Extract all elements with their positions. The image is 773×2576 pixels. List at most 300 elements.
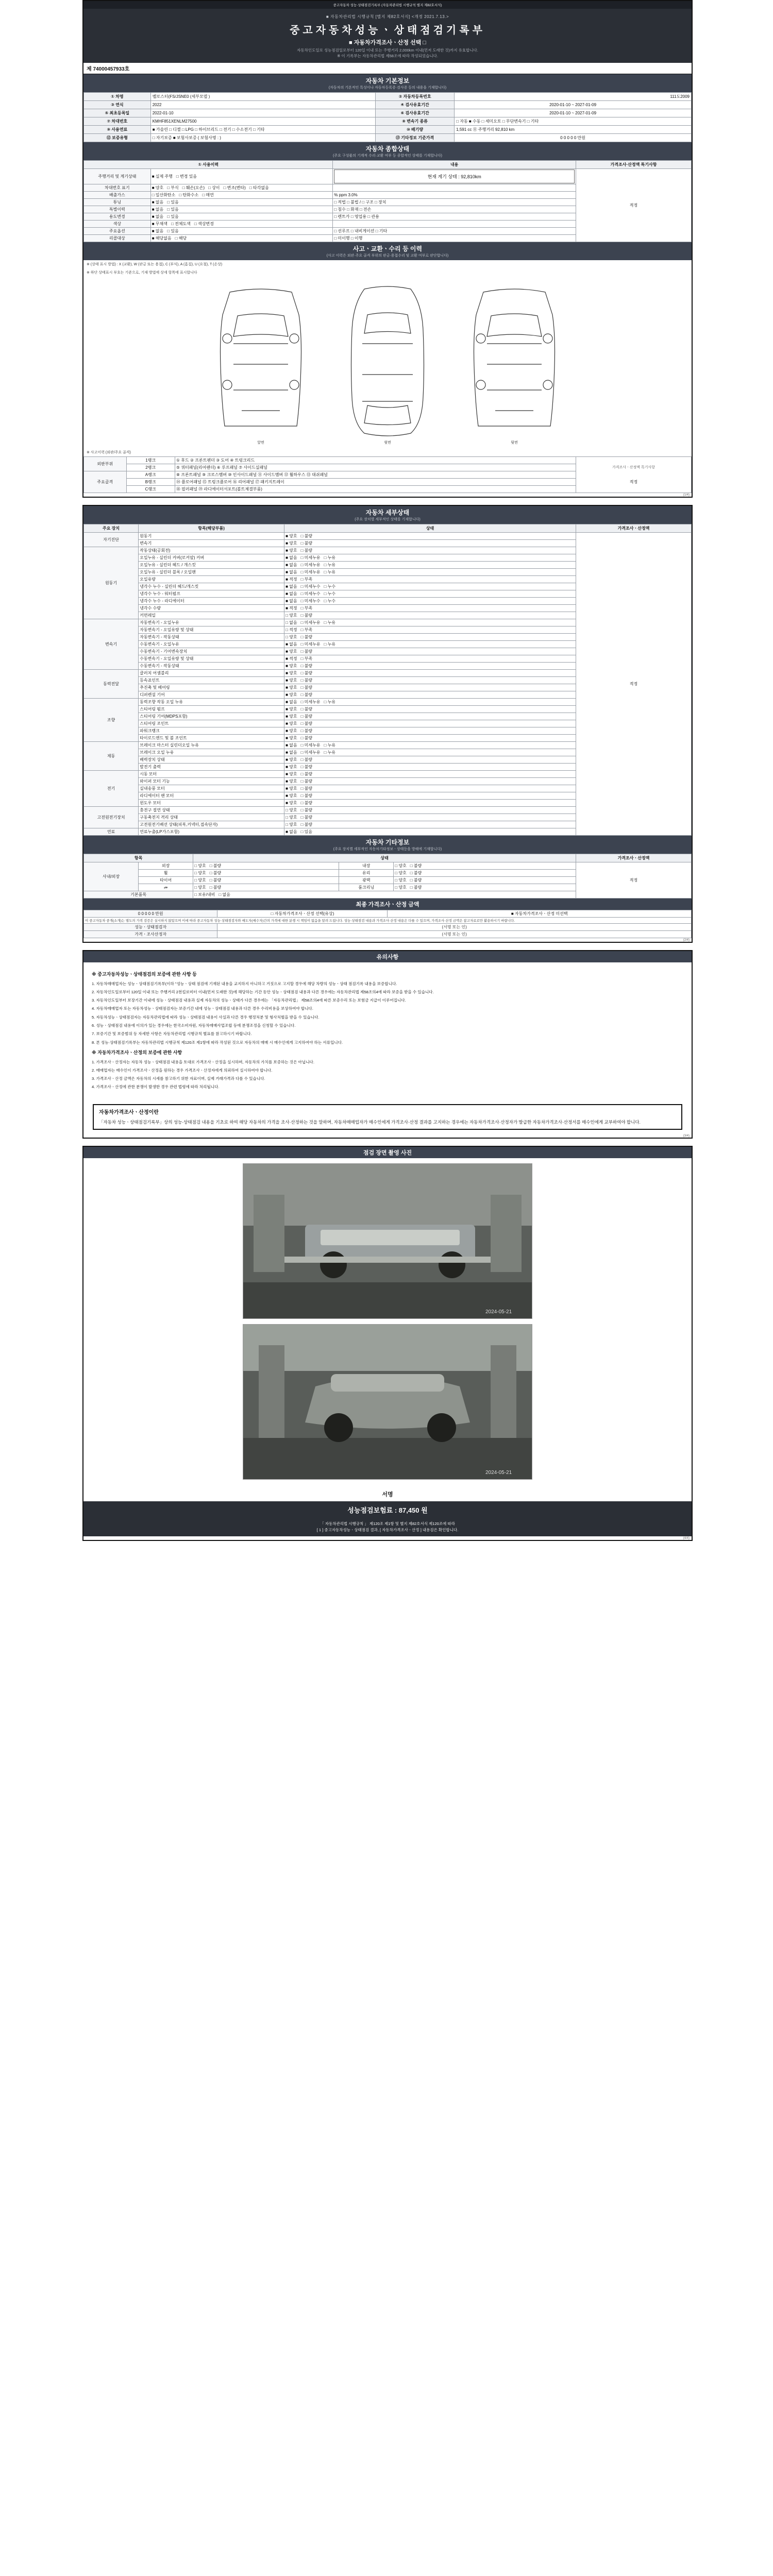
option-checkbox[interactable]: ■ 없음 <box>285 642 297 647</box>
option-checkbox[interactable]: □ 타각없음 <box>249 185 269 190</box>
overall-key-4: 특별이력 <box>84 206 151 213</box>
detail-item-options[interactable] <box>284 533 576 540</box>
other-group-label: 사내/외장 <box>84 862 139 891</box>
other-opts2-3[interactable] <box>394 884 576 891</box>
overall-opts-5[interactable] <box>150 213 333 221</box>
option-checkbox[interactable]: □ 있음 <box>167 229 179 233</box>
option-checkbox[interactable]: □ 불량 <box>300 721 313 726</box>
detail-item-options[interactable] <box>284 691 576 699</box>
option-checkbox[interactable]: ■ 양호 <box>285 548 297 553</box>
overall-memo-4: □ 침수 □ 화재 □ 전손 <box>333 206 576 213</box>
option-checkbox[interactable]: □ 불량 <box>410 878 422 883</box>
detail-item-label: 브레이크 마스터 실린더오일 누유 <box>139 742 284 749</box>
option-checkbox[interactable]: ■ 양호 <box>285 772 297 776</box>
detail-item-options[interactable] <box>284 598 576 605</box>
option-checkbox[interactable]: □ 불량 <box>300 736 313 740</box>
detail-item-label: 수동변속기 - 오일유량 및 상태 <box>139 655 284 663</box>
option-checkbox[interactable]: □ 누유 <box>324 642 336 647</box>
section-other-title: 자동차 기타정보 <box>365 839 410 846</box>
detail-item-label: 냉각수 누수 - 라디에이터 <box>139 598 284 605</box>
table-row <box>84 533 692 540</box>
detail-item-options[interactable] <box>284 626 576 634</box>
option-checkbox[interactable]: ■ 양호 <box>285 721 297 726</box>
option-checkbox[interactable]: ■ 무채색 <box>152 222 167 226</box>
option-checkbox[interactable]: □ 미세누수 <box>300 584 321 589</box>
detail-item-options[interactable] <box>284 814 576 821</box>
overall-opts-7[interactable] <box>150 228 333 235</box>
parts-list-4: ⑱ 필러패널 ⑲ 라디에이터서포트(볼트체결부품) <box>175 486 576 493</box>
option-checkbox[interactable]: □ 불량 <box>300 808 313 812</box>
detail-item-options[interactable] <box>284 554 576 562</box>
detail-item-options[interactable] <box>284 619 576 626</box>
other-right-note: 적정 <box>576 862 691 899</box>
option-checkbox[interactable]: ■ 해당없음 <box>152 236 172 241</box>
other-opts2-0[interactable] <box>394 862 576 870</box>
option-checkbox[interactable]: □ 양호 <box>194 871 206 875</box>
basic-label-11: ⑫ 보증유형 <box>84 134 151 142</box>
accident-right-value: 적정 <box>629 480 638 484</box>
option-checkbox[interactable]: ■ 없음 <box>152 214 164 219</box>
option-checkbox[interactable]: □ 불량 <box>300 635 313 639</box>
option-checkbox[interactable]: ■ 양호 <box>285 765 297 769</box>
basic-label-2: ② 자동차등록번호 <box>375 93 454 101</box>
option-checkbox[interactable]: □ 부족 <box>300 656 313 661</box>
option-checkbox[interactable]: □ 미세누유 <box>300 555 321 560</box>
option-checkbox[interactable]: □ 누유 <box>324 620 336 625</box>
detail-item-options[interactable] <box>284 655 576 663</box>
option-checkbox[interactable]: ■ 양호 <box>285 671 297 675</box>
option-checkbox[interactable]: □ 부족 <box>300 577 313 582</box>
caution-item-2: 3. 가격조사ㆍ산정 금액은 자동차의 시세를 참고하기 위한 자료이며, 실제 거래가격과 다를 수 있습니다. <box>92 1076 265 1081</box>
overall-col-1: ① 사용이력 <box>84 161 333 169</box>
page-subtitle: ■ 자동차가격조사ㆍ산정 선택 □ <box>349 40 426 46</box>
option-checkbox[interactable]: □ 미세누유 <box>300 750 321 755</box>
overall-opts-3[interactable] <box>150 199 333 206</box>
detail-item-label: 윈도우 모터 <box>139 800 284 807</box>
option-checkbox[interactable]: □ 매연 <box>202 193 214 197</box>
option-checkbox[interactable]: □ 불량 <box>300 664 313 668</box>
option-checkbox[interactable]: ■ 양호 <box>285 757 297 762</box>
option-checkbox[interactable]: □ 상이 <box>208 185 220 190</box>
detail-item-options[interactable] <box>284 569 576 576</box>
basic-label-7: ⑦ 차대번호 <box>84 117 151 126</box>
overall-opts-0[interactable] <box>150 169 333 184</box>
detail-item-options[interactable] <box>284 605 576 612</box>
detail-group-label: 연료 <box>84 828 139 836</box>
option-checkbox[interactable]: ■ 적정 <box>285 656 297 661</box>
option-checkbox[interactable]: □ 불량 <box>300 728 313 733</box>
parts-rank-0: 1랭크 <box>126 457 175 464</box>
option-checkbox[interactable]: □ 부족 <box>300 628 313 632</box>
section-photos-bar: 점검 장면 촬영 사진 <box>83 1147 692 1158</box>
section-other-sub: (주요 장치별 세부적인 자동차기타정보ㆍ상태등을 방해에 기재합니다) <box>333 848 442 851</box>
overall-key-1: 차대번호 표기 <box>84 184 151 192</box>
detail-item-options[interactable] <box>284 641 576 648</box>
option-checkbox[interactable]: □ 훼손(오손) <box>182 185 205 190</box>
table-detail-state <box>83 524 692 836</box>
detail-item-options[interactable] <box>284 720 576 727</box>
detail-item-options[interactable] <box>284 583 576 590</box>
option-checkbox[interactable]: □ 미세누수 <box>300 599 321 603</box>
detail-item-options[interactable] <box>284 756 576 764</box>
option-checkbox[interactable]: □ 양호 <box>395 863 407 868</box>
detail-item-options[interactable] <box>284 670 576 677</box>
option-checkbox[interactable]: □ 누유 <box>324 570 336 574</box>
overall-key-5: 용도변경 <box>84 213 151 221</box>
detail-item-label: 자동변속기 - 오일유량 및 상태 <box>139 626 284 634</box>
topbar: 중고자동차 성능·상태점검기록부 (자동차관리법 시행규칙 별지 제82호서식) <box>83 1 692 9</box>
table-other-info <box>83 854 692 899</box>
table-accident-parts <box>83 456 692 493</box>
option-checkbox[interactable]: □ 불량 <box>300 692 313 697</box>
signer-sig-1[interactable]: (서명 또는 인) <box>217 924 692 931</box>
option-checkbox[interactable]: □ 불량 <box>300 649 313 654</box>
option-checkbox[interactable]: □ 있음 <box>167 200 179 205</box>
detail-item-options[interactable] <box>284 612 576 619</box>
option-checkbox[interactable]: □ 미세누유 <box>300 700 321 704</box>
basic-label-10: ⑩ 배기량 <box>375 126 454 134</box>
option-checkbox[interactable]: □ 양호 <box>285 808 297 812</box>
option-checkbox[interactable]: □ 양호 <box>395 885 407 890</box>
detail-item-options[interactable] <box>284 684 576 691</box>
detail-item-options[interactable] <box>284 785 576 792</box>
option-checkbox[interactable]: □ 미세누유 <box>300 642 321 647</box>
section-accident-title: 사고ㆍ교환ㆍ수리 등 이력 <box>352 245 423 252</box>
svg-text:2024-05-21: 2024-05-21 <box>485 1309 512 1315</box>
detail-item-label: 배력장치 상태 <box>139 756 284 764</box>
detail-item-options[interactable] <box>284 706 576 713</box>
option-checkbox[interactable]: □ 불량 <box>300 685 313 690</box>
detail-item-label: 충전구 절연 상태 <box>139 807 284 814</box>
option-checkbox[interactable]: □ 양호 <box>285 822 297 827</box>
detail-item-options[interactable] <box>284 727 576 735</box>
detail-item-options[interactable] <box>284 699 576 706</box>
option-checkbox[interactable]: ■ 없음 <box>285 570 297 574</box>
option-checkbox[interactable]: □ 불량 <box>209 878 222 883</box>
basic-value-6: 2020-01-10 ~ 2027-01-09 <box>455 109 692 117</box>
option-checkbox[interactable]: □ 불량 <box>300 786 313 791</box>
option-checkbox[interactable]: □ 있음 <box>300 829 313 834</box>
detail-item-label: 등속죠인트 <box>139 677 284 684</box>
car-diagram-row <box>83 280 692 447</box>
parts-rank-3: B랭크 <box>126 479 175 486</box>
overall-key-7: 주요옵션 <box>84 228 151 235</box>
detail-item-options[interactable] <box>284 540 576 547</box>
overall-opts-2[interactable] <box>150 192 333 199</box>
detail-item-options[interactable] <box>284 713 576 720</box>
option-checkbox[interactable]: ■ 없음 <box>285 700 297 704</box>
detail-item-label: 시동 모터 <box>139 771 284 778</box>
detail-item-label: 오일누유 - 실린더 커버(로커암) 커버 <box>139 554 284 562</box>
option-checkbox[interactable]: □ 양호 <box>395 871 407 875</box>
other-opts-3[interactable] <box>193 884 339 891</box>
option-checkbox[interactable]: □ 미세누유 <box>300 563 321 567</box>
inspection-photo-2 <box>243 1324 532 1480</box>
option-checkbox[interactable]: □ 양호 <box>285 613 297 618</box>
option-checkbox[interactable]: □ 불량 <box>410 885 422 890</box>
caution-item: 5. 자동차성능ㆍ상태점검자는 자동차관리법에 따라 성능ㆍ상태점검 내용이 사실과 다른 경우 행정처분 및 형사처벌을 받을 수 있습니다. <box>92 1014 320 1020</box>
detail-item-options[interactable] <box>284 677 576 684</box>
option-checkbox[interactable]: □ 전체도색 <box>171 222 191 226</box>
option-checkbox[interactable]: □ 탄화수소 <box>179 193 199 197</box>
overall-opts-1[interactable] <box>150 184 333 192</box>
option-checkbox[interactable]: □ 불량 <box>209 863 222 868</box>
option-checkbox[interactable]: ■ 양호 <box>285 736 297 740</box>
other-opts-0[interactable] <box>193 862 339 870</box>
detail-group-label: 전기 <box>84 771 139 807</box>
option-checkbox[interactable]: □ 불량 <box>410 871 422 875</box>
overall-memo-3: □ 적법 □ 불법 / □ 구조 □ 장치 <box>333 199 576 206</box>
option-checkbox[interactable]: □ 양호 <box>194 863 206 868</box>
option-checkbox[interactable]: ■ 양호 <box>285 678 297 683</box>
option-checkbox[interactable]: □ 부식 <box>167 185 179 190</box>
other-key-3: መ <box>139 884 193 891</box>
option-checkbox[interactable]: ■ 실제 주행 <box>152 174 173 179</box>
accident-sub-title: ※ 사고이력 (외판/주요 골격) <box>87 451 131 454</box>
basic-label-5: ⑤ 최초등록일 <box>84 109 151 117</box>
detail-item-options[interactable] <box>284 634 576 641</box>
caution-item-2: 1. 가격조사ㆍ산정자는 자동차 성능ㆍ상태점검 내용을 토대로 가격조사ㆍ산정을 실시하며, 자동차의 가치를 보증하는 것은 아닙니다. <box>92 1059 314 1064</box>
option-checkbox[interactable]: □ 불량 <box>300 765 313 769</box>
option-checkbox[interactable]: ■ 양호 <box>285 685 297 690</box>
option-checkbox[interactable]: □ 불량 <box>300 801 313 805</box>
option-checkbox[interactable]: ■ 양호 <box>285 664 297 668</box>
price-opt-2[interactable]: ■ 자동차가격조사ㆍ산정 미선택 <box>388 910 692 918</box>
parts-rank-4: C랭크 <box>126 486 175 493</box>
option-checkbox[interactable]: ■ 없음 <box>152 207 164 212</box>
option-checkbox[interactable]: □ 양호 <box>194 878 206 883</box>
option-checkbox[interactable]: ■ 양호 <box>285 728 297 733</box>
option-checkbox[interactable]: □ 색상변경 <box>194 222 214 226</box>
detail-item-options[interactable] <box>284 663 576 670</box>
option-checkbox[interactable]: ■ 없음 <box>285 555 297 560</box>
photo-1-graphic <box>243 1164 532 1318</box>
option-checkbox[interactable]: □ 누유 <box>324 750 336 755</box>
option-checkbox[interactable]: □ 불량 <box>300 548 313 553</box>
other-basic-opts[interactable] <box>193 891 576 899</box>
detail-item-options[interactable] <box>284 562 576 569</box>
option-checkbox[interactable]: ■ 없음 <box>285 563 297 567</box>
option-checkbox[interactable]: □ 누수 <box>324 599 336 603</box>
parts-group-0: 외판부위 <box>84 457 127 471</box>
block-page4 <box>82 1146 693 1541</box>
parts-list-0: ① 후드 ② 프론트펜더 ③ 도어 ④ 트렁크리드 <box>175 457 576 464</box>
option-checkbox[interactable]: ■ 없음 <box>285 750 297 755</box>
option-checkbox[interactable]: ■ 양호 <box>285 541 297 546</box>
page-tag-1: (1/4) <box>683 494 690 497</box>
option-checkbox[interactable]: ■ 양호 <box>285 793 297 798</box>
overall-memo-1 <box>333 184 576 192</box>
option-checkbox[interactable]: □ 없음 <box>285 620 297 625</box>
cautions-heading-1: ※ 중고자동차성능ㆍ상태점검의 보증에 관한 사항 등 <box>92 972 197 977</box>
table-row <box>84 457 692 464</box>
detail-item-options[interactable] <box>284 576 576 583</box>
detail-item-options[interactable] <box>284 547 576 554</box>
option-checkbox[interactable]: □ 미세누유 <box>300 620 321 625</box>
table-row <box>84 134 692 142</box>
option-checkbox[interactable]: □ 변조(변타) <box>223 185 246 190</box>
option-checkbox[interactable]: □ 불량 <box>209 885 222 890</box>
option-checkbox[interactable]: □ 불량 <box>300 779 313 784</box>
caution-item: 4. 자동차매매업자 또는 자동차성능ㆍ상태점검자는 보증기간 내에 성능ㆍ상태점검 내용과 다른 경우 수리비용을 보상하여야 합니다. <box>92 1006 313 1011</box>
detail-group-label: 자기진단 <box>84 533 139 547</box>
option-checkbox[interactable]: □ 변경 있음 <box>176 174 197 179</box>
signer-sig-2[interactable]: (서명 또는 인) <box>217 931 692 938</box>
option-checkbox[interactable]: ■ 양호 <box>285 649 297 654</box>
page-tag-2: (2/4) <box>683 939 690 942</box>
other-basic-label: 기본품목 <box>84 891 193 899</box>
option-checkbox[interactable]: ■ 양호 <box>285 714 297 719</box>
other-opts2-1[interactable] <box>394 870 576 877</box>
option-checkbox[interactable]: □ 불량 <box>209 871 222 875</box>
other-opts-2[interactable] <box>193 877 339 884</box>
option-checkbox[interactable]: □ 불량 <box>300 707 313 711</box>
detail-item-label: 자동변속기 - 오일누유 <box>139 619 284 626</box>
basic-value-10: 1,591 cc ⑪ 주행거리 92,810 km <box>455 126 692 134</box>
detail-item-label: 자동변속기 - 작동상태 <box>139 634 284 641</box>
detail-item-options[interactable] <box>284 778 576 785</box>
option-checkbox[interactable]: □ 있음 <box>167 207 179 212</box>
overall-opts-6[interactable] <box>150 221 333 228</box>
detail-item-options[interactable] <box>284 771 576 778</box>
option-checkbox[interactable]: ■ 적정 <box>285 577 297 582</box>
detail-item-options[interactable] <box>284 764 576 771</box>
option-checkbox[interactable]: □ 불량 <box>300 815 313 820</box>
definition-box <box>93 1104 682 1130</box>
header-desc-1: 자동차인도일로 성능점검일로부터 120일 이내 또는 주행거리 2,000km 이내(먼저 도래한 것)까지 유효합니다. <box>297 48 478 53</box>
block-page1 <box>82 0 693 498</box>
caution-item-2: 2. 매매업자는 매수인이 가격조사ㆍ산정을 원하는 경우 가격조사ㆍ산정자에게 의뢰하여 실시하여야 합니다. <box>92 1067 273 1073</box>
other-opts-1[interactable] <box>193 870 339 877</box>
option-checkbox[interactable]: ■ 적정 <box>285 606 297 611</box>
option-checkbox[interactable]: ■ 양호 <box>285 779 297 784</box>
section-cautions-bar: 유의사항 <box>83 951 692 962</box>
option-checkbox[interactable]: □ 일산화탄소 <box>152 193 176 197</box>
detail-item-label: 수동변속기 - 기어변속장치 <box>139 648 284 655</box>
option-checkbox[interactable]: □ 불량 <box>300 757 313 762</box>
option-checkbox[interactable]: ■ 양호 <box>285 534 297 538</box>
option-checkbox[interactable]: ■ 없음 <box>152 229 164 233</box>
cautions-body <box>83 962 692 1100</box>
detail-item-options[interactable] <box>284 800 576 807</box>
option-checkbox[interactable]: ■ 양호 <box>285 786 297 791</box>
option-checkbox[interactable]: □ 누유 <box>324 700 336 704</box>
detail-group-label: 제동 <box>84 742 139 771</box>
detail-item-label: 브레이크 오일 누유 <box>139 749 284 756</box>
option-checkbox[interactable]: □ 불량 <box>300 714 313 719</box>
other-opts2-2[interactable] <box>394 877 576 884</box>
detail-item-label: 동력조향 작동 오일 누유 <box>139 699 284 706</box>
option-checkbox[interactable]: □ 미세누수 <box>300 591 321 596</box>
option-checkbox[interactable]: ■ 양호 <box>285 692 297 697</box>
option-checkbox[interactable]: □ 있음 <box>167 214 179 219</box>
signature-label: 서명 <box>382 1492 393 1498</box>
option-checkbox[interactable]: □ 양호 <box>285 635 297 639</box>
option-checkbox[interactable]: □ 불량 <box>300 671 313 675</box>
overall-key-3: 튜닝 <box>84 199 151 206</box>
option-checkbox[interactable]: □ 누수 <box>324 584 336 589</box>
option-checkbox[interactable]: □ 불량 <box>300 793 313 798</box>
overall-memo-6 <box>333 221 576 228</box>
option-checkbox[interactable]: □ 부족 <box>300 606 313 611</box>
detail-item-options[interactable] <box>284 821 576 828</box>
overall-opts-8[interactable] <box>150 235 333 242</box>
option-checkbox[interactable]: □ 불량 <box>300 678 313 683</box>
detail-item-label: 라디에이터 팬 모터 <box>139 792 284 800</box>
option-checkbox[interactable]: ■ 없음 <box>285 584 297 589</box>
price-opt-1[interactable]: □ 자동차가격조사ㆍ산정 선택(유상) <box>217 910 388 918</box>
detail-group-label: 조향 <box>84 699 139 742</box>
detail-item-options[interactable] <box>284 828 576 836</box>
block-page3 <box>82 950 693 1139</box>
option-checkbox[interactable]: □ 미세누유 <box>300 743 321 748</box>
option-checkbox[interactable]: ■ 양호 <box>285 707 297 711</box>
table-final-price <box>83 910 692 938</box>
detail-item-label: 추진축 및 베어링 <box>139 684 284 691</box>
overall-col-2: 내용 <box>333 161 576 169</box>
table-row <box>84 924 692 931</box>
option-checkbox[interactable]: □ 양호 <box>285 815 297 820</box>
option-checkbox[interactable]: □ 불량 <box>300 822 313 827</box>
option-checkbox[interactable]: □ 적정 <box>285 628 297 632</box>
option-checkbox[interactable]: ■ 양호 <box>152 185 164 190</box>
option-checkbox[interactable]: □ 양호 <box>194 885 206 890</box>
option-checkbox[interactable]: □ 불량 <box>300 772 313 776</box>
option-checkbox[interactable]: □ 누수 <box>324 591 336 596</box>
table-row <box>84 862 692 870</box>
detail-item-label: 연료누출(LP가스포함) <box>139 828 284 836</box>
detail-item-options[interactable] <box>284 742 576 749</box>
option-checkbox[interactable]: □ 보유/내비 <box>194 892 215 897</box>
option-checkbox[interactable]: □ 누유 <box>324 563 336 567</box>
option-checkbox[interactable]: □ 불량 <box>410 863 422 868</box>
option-checkbox[interactable]: □ 미세누유 <box>300 570 321 574</box>
option-checkbox[interactable]: □ 불량 <box>300 534 313 538</box>
option-checkbox[interactable]: ■ 없음 <box>285 591 297 596</box>
option-checkbox[interactable]: □ 누유 <box>324 555 336 560</box>
basic-label-8: ⑧ 변속기 종류 <box>375 117 454 126</box>
option-checkbox[interactable]: □ 해당 <box>175 236 187 241</box>
option-checkbox[interactable]: □ 없음 <box>219 892 230 897</box>
option-checkbox[interactable]: ■ 양호 <box>285 801 297 805</box>
option-checkbox[interactable]: ■ 없음 <box>152 200 164 205</box>
detail-item-options[interactable] <box>284 749 576 756</box>
overall-opts-4[interactable] <box>150 206 333 213</box>
option-checkbox[interactable]: □ 누유 <box>324 743 336 748</box>
detail-item-label: 오일유량 <box>139 576 284 583</box>
option-checkbox[interactable]: □ 양호 <box>395 878 407 883</box>
other-key-2: 타이어 <box>139 877 193 884</box>
detail-item-label: 오일누유 - 실린더 블록 / 오일팬 <box>139 569 284 576</box>
detail-col-3: 상태 <box>284 524 576 533</box>
option-checkbox[interactable]: ■ 없음 <box>285 599 297 603</box>
inspection-photo-1 <box>243 1163 532 1319</box>
option-checkbox[interactable]: □ 불량 <box>300 541 313 546</box>
detail-item-options[interactable] <box>284 807 576 814</box>
detail-item-options[interactable] <box>284 590 576 598</box>
option-checkbox[interactable]: ■ 없음 <box>285 743 297 748</box>
option-checkbox[interactable]: ■ 없음 <box>285 829 297 834</box>
basic-value-11: □ 자기보증 ■ 보험사보증 ( 보험사명 : ) <box>150 134 375 142</box>
detail-group-label: 변속기 <box>84 619 139 670</box>
detail-item-options[interactable] <box>284 735 576 742</box>
detail-item-options[interactable] <box>284 792 576 800</box>
parts-rank-1: 2랭크 <box>126 464 175 471</box>
detail-item-options[interactable] <box>284 648 576 655</box>
option-checkbox[interactable]: □ 불량 <box>300 613 313 618</box>
car-rear-caption: 뒷면 <box>511 441 518 445</box>
footer-line-2: [ 1 ] 중고자동차성능ㆍ상태점검 결과, [ 자동차가격조사ㆍ산정 ] 내용검은 확인합니다. <box>316 1527 459 1532</box>
